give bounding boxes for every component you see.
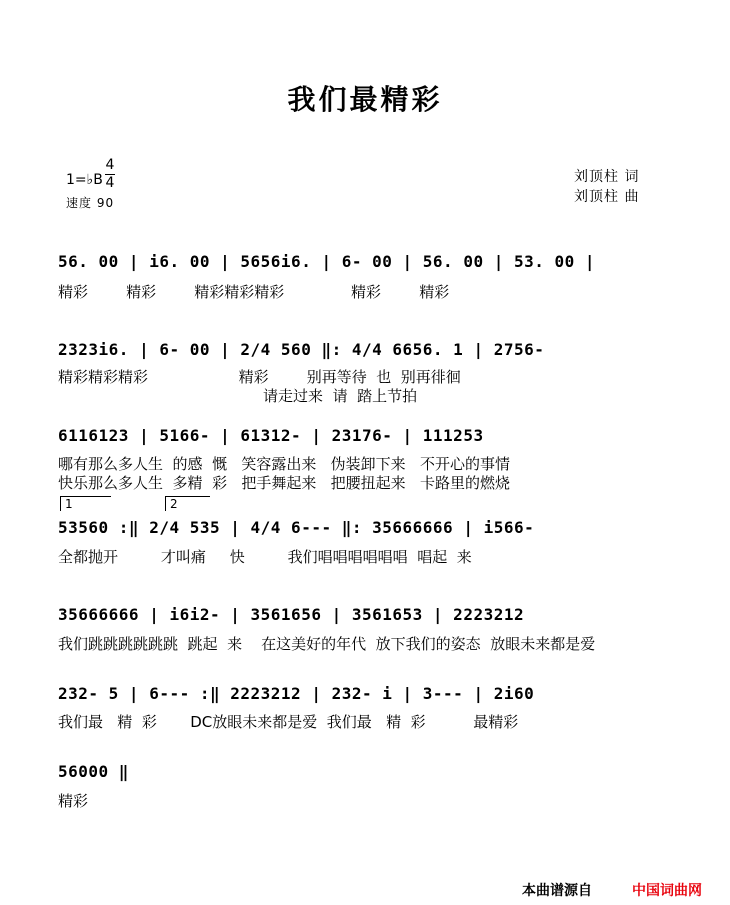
notation-row-5: 35666666 | i6i2- | 3561656 | 3561653 | 2223212 [58, 605, 525, 624]
volta-bracket-1: 1 [60, 496, 111, 511]
notation-row-3: 6116123 | 5166- | 61312- | 23176- | 111253 [58, 426, 484, 445]
lyrics-row-3-verse-2: 快乐那么多人生 多精 彩 把手舞起来 把腰扭起来 卡路里的燃烧 [58, 474, 510, 492]
composer-credit: 刘顶柱 曲 [574, 189, 640, 205]
lyrics-row-6: 我们最 精 彩 DC放眼未来都是爱 我们最 精 彩 最精彩 [58, 713, 519, 731]
key-signature: 1=♭B [66, 172, 103, 188]
lyrics-row-3-verse-1: 哪有那么多人生 的感 慨 笑容露出来 伪装卸下来 不开心的事情 [58, 455, 510, 473]
lyrics-row-2-verse-1: 精彩精彩精彩 精彩 别再等待 也 别再徘徊 [58, 368, 461, 386]
footer-site-link[interactable]: 中国词曲网 [632, 883, 702, 899]
lyrics-row-2-verse-2: 请走过来 请 踏上节拍 [58, 387, 418, 405]
volta-bracket-2: 2 [165, 496, 210, 511]
notation-row-4: 53560 :‖ 2/4 535 | 4/4 6--- ‖: 35666666 | i566- [58, 518, 535, 537]
time-signature-bottom: 4 [105, 175, 115, 191]
footer-source-label: 本曲谱源自 [522, 883, 592, 899]
lyricist-credit: 刘顶柱 词 [574, 169, 640, 185]
lyrics-row-5: 我们跳跳跳跳跳跳 跳起 来 在这美好的年代 放下我们的姿态 放眼未来都是爱 [58, 635, 596, 653]
lyrics-row-1: 精彩 精彩 精彩精彩精彩 精彩 精彩 [58, 283, 450, 301]
notation-row-1: 56. 00 | i6. 00 | 5656i6. | 6- 00 | 56. 00 | 53. 00 | [58, 252, 596, 271]
lyrics-row-4: 全都抛开 才叫痛 快 我们唱唱唱唱唱唱 唱起 来 [58, 548, 472, 566]
tempo: 速度 90 [66, 196, 115, 210]
time-signature-top: 4 [105, 157, 115, 173]
notation-row-2: 2323i6. | 6- 00 | 2/4 560 ‖: 4/4 6656. 1 | 2756- [58, 340, 545, 359]
lyrics-row-7: 精彩 [58, 792, 89, 810]
page-title: 我们最精彩 [287, 83, 443, 116]
notation-row-7: 56000 ‖ [58, 762, 129, 781]
time-signature [104, 158, 116, 191]
notation-row-6: 232- 5 | 6--- :‖ 2223212 | 232- i | 3--- | 2i60 [58, 684, 535, 703]
